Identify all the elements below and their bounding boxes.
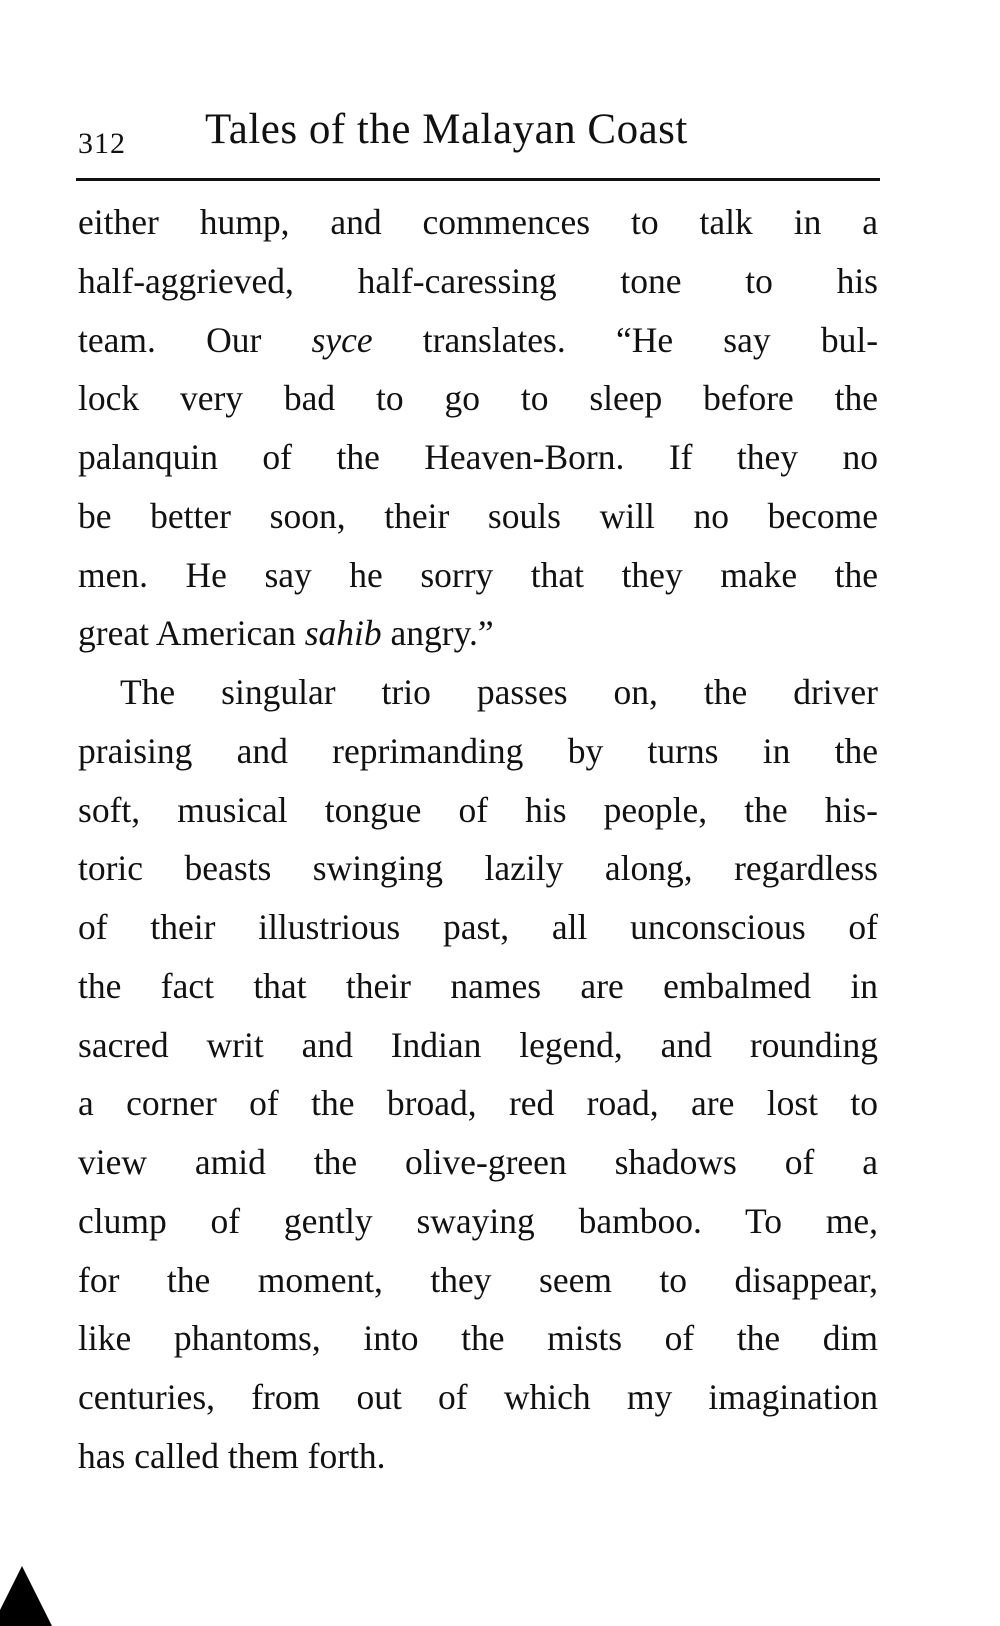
italic-word: syce bbox=[311, 319, 373, 360]
page-number: 312 bbox=[78, 127, 126, 160]
text-line: team. Our syce translates. “He say bul- bbox=[78, 319, 879, 360]
text-line: for the moment, they seem to disappear, bbox=[78, 1259, 878, 1300]
text-line: men. He say he sorry that they make the bbox=[78, 554, 878, 595]
text-line: of their illustrious past, all unconscious of bbox=[78, 907, 878, 947]
text-line: clump of gently swaying bamboo. To me, bbox=[78, 1200, 878, 1241]
italic-word: sahib bbox=[304, 613, 382, 654]
text-line: has called them forth. bbox=[78, 1435, 386, 1476]
text-line: centuries, from out of which my imagination bbox=[78, 1377, 878, 1417]
text-line: be better soon, their souls will no become bbox=[78, 495, 878, 536]
text-line: lock very bad to go to sleep before the bbox=[78, 378, 878, 419]
text-line: the fact that their names are embalmed in bbox=[78, 965, 878, 1006]
text-line: praising and reprimanding by turns in the bbox=[78, 730, 878, 771]
text-line: soft, musical tongue of his people, the his- bbox=[78, 789, 878, 830]
text-line: great American sahib angry.” bbox=[78, 613, 494, 654]
text-line: either hump, and commences to talk in a bbox=[78, 202, 878, 242]
text-line: palanquin of the Heaven-Born. If they no bbox=[78, 437, 878, 477]
text-line: toric beasts swinging lazily along, regardless bbox=[78, 848, 878, 889]
text-line: sacred writ and Indian legend, and rounding bbox=[78, 1024, 878, 1065]
text-line: The singular trio passes on, the driver bbox=[120, 672, 878, 712]
text-line: like phantoms, into the mists of the dim bbox=[78, 1318, 878, 1359]
page-corner-mark bbox=[0, 1566, 52, 1626]
page-header bbox=[78, 105, 878, 165]
body-text bbox=[78, 193, 878, 1486]
text-line: half-aggrieved, half-caressing tone to his bbox=[78, 260, 878, 301]
running-title: Tales of the Malayan Coast bbox=[205, 106, 688, 153]
text-line: view amid the olive-green shadows of a bbox=[78, 1142, 878, 1182]
text-line: a corner of the broad, red road, are lost to bbox=[78, 1083, 878, 1124]
header-rule bbox=[76, 178, 880, 181]
